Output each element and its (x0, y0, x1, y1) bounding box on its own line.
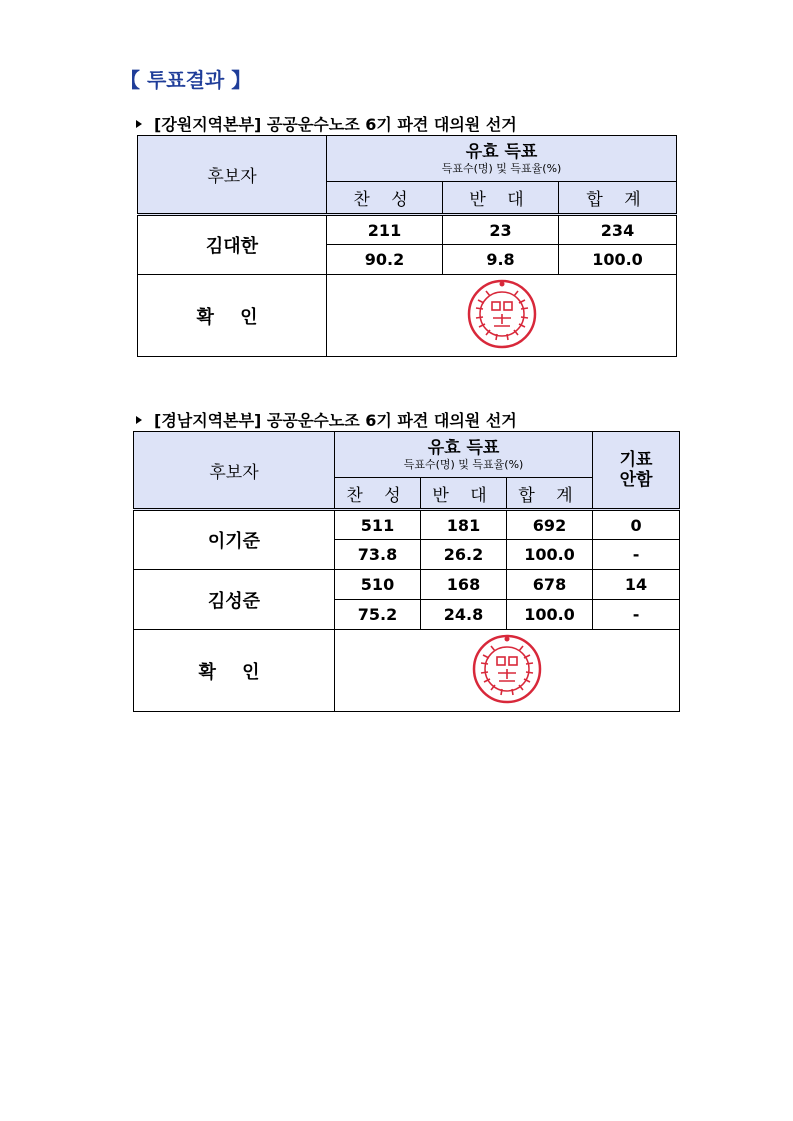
abstain-header-line1: 기표 (619, 450, 653, 470)
col-header-against: 반 대 (421, 478, 507, 510)
rate-against: 26.2 (421, 540, 507, 570)
section-title-text: [경남지역본부] 공공운수노조 6기 파견 대의원 선거 (154, 411, 517, 430)
abstain-header-line2: 안함 (619, 470, 653, 490)
official-seal-icon (466, 278, 538, 350)
candidate-name: 김성준 (134, 570, 335, 630)
col-header-for: 찬 성 (335, 478, 421, 510)
seal-cell (335, 630, 680, 712)
candidate-name: 이기준 (134, 510, 335, 570)
count-total: 234 (559, 215, 677, 245)
seal-cell (327, 275, 677, 357)
heading-close-bracket: 】 (231, 68, 252, 92)
section-title-text: [강원지역본부] 공공운수노조 6기 파견 대의원 선거 (154, 115, 517, 134)
confirm-label: 확 인 (138, 275, 327, 357)
rate-abstain: - (593, 600, 680, 630)
col-header-against: 반 대 (443, 182, 559, 215)
rate-against: 9.8 (443, 245, 559, 275)
heading-text: 투표결과 (146, 68, 225, 92)
rate-total: 100.0 (559, 245, 677, 275)
confirm-label: 확 인 (134, 630, 335, 712)
section-title-gyeongnam (136, 408, 517, 431)
abstain-header (593, 432, 680, 510)
bullet-triangle-icon (136, 120, 142, 128)
rate-for: 73.8 (335, 540, 421, 570)
valid-votes-subtitle: 득표수(명) 및 득표율(%) (441, 161, 562, 175)
results-table-gangwon (137, 135, 677, 357)
count-against: 168 (421, 570, 507, 600)
col-header-total: 합 계 (507, 478, 593, 510)
results-table-gyeongnam (133, 431, 680, 712)
rate-abstain: - (593, 540, 680, 570)
valid-votes-title: 유효 득표 (427, 437, 500, 458)
count-for: 511 (335, 510, 421, 540)
valid-votes-title: 유효 득표 (465, 141, 538, 162)
count-for: 211 (327, 215, 443, 245)
official-seal-icon (471, 633, 543, 705)
rate-for: 90.2 (327, 245, 443, 275)
valid-votes-subtitle: 득표수(명) 및 득표율(%) (403, 457, 524, 471)
candidate-name: 김대한 (138, 215, 327, 275)
count-abstain: 0 (593, 510, 680, 540)
rate-total: 100.0 (507, 600, 593, 630)
page-heading (120, 64, 251, 93)
rate-against: 24.8 (421, 600, 507, 630)
count-total: 692 (507, 510, 593, 540)
bullet-triangle-icon (136, 416, 142, 424)
col-header-for: 찬 성 (327, 182, 443, 215)
count-total: 678 (507, 570, 593, 600)
section-title-gangwon (136, 112, 517, 135)
count-for: 510 (335, 570, 421, 600)
count-abstain: 14 (593, 570, 680, 600)
count-against: 181 (421, 510, 507, 540)
rate-for: 75.2 (335, 600, 421, 630)
candidate-header: 후보자 (138, 136, 327, 215)
heading-open-bracket: 【 (120, 68, 140, 92)
valid-votes-header (327, 136, 677, 182)
rate-total: 100.0 (507, 540, 593, 570)
col-header-total: 합 계 (559, 182, 677, 215)
count-against: 23 (443, 215, 559, 245)
valid-votes-header (335, 432, 593, 478)
candidate-header: 후보자 (134, 432, 335, 510)
